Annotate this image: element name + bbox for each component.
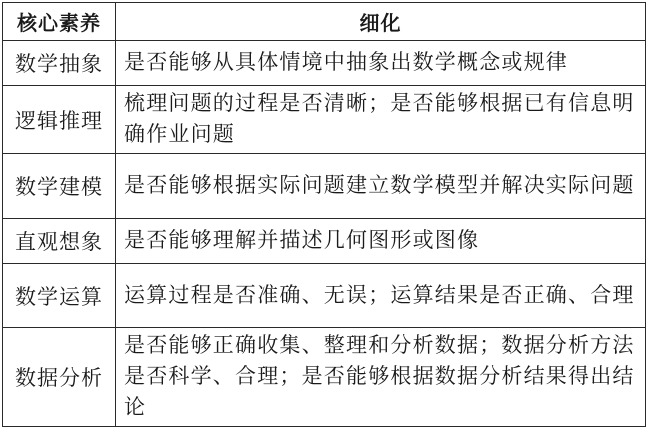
row-detail: 是否能够根据实际问题建立数学模型并解决实际问题 [116,154,646,219]
table-row [3,41,646,86]
row-core-literacy: 直观想象 [3,219,116,264]
row-detail: 梳理问题的过程是否清晰；是否能够根据已有信息明确作业问题 [116,86,646,154]
row-core-literacy: 数学建模 [3,154,116,219]
header-detail: 细化 [116,3,646,41]
table-row [3,264,646,328]
table-row [3,154,646,219]
row-detail: 运算过程是否准确、无误；运算结果是否正确、合理 [116,264,646,328]
table-row [3,219,646,264]
table-row [3,328,646,427]
header-row [3,3,646,41]
literacy-table [2,2,646,427]
row-detail: 是否能够理解并描述几何图形或图像 [116,219,646,264]
header-core-literacy: 核心素养 [3,3,116,41]
row-detail: 是否能够从具体情境中抽象出数学概念或规律 [116,41,646,86]
row-core-literacy: 数学运算 [3,264,116,328]
table-container [2,2,646,427]
row-detail: 是否能够正确收集、整理和分析数据；数据分析方法是否科学、合理；是否能够根据数据分析结果得出结论 [116,328,646,427]
row-core-literacy: 数学抽象 [3,41,116,86]
row-core-literacy: 逻辑推理 [3,86,116,154]
row-core-literacy: 数据分析 [3,328,116,427]
table-row [3,86,646,154]
